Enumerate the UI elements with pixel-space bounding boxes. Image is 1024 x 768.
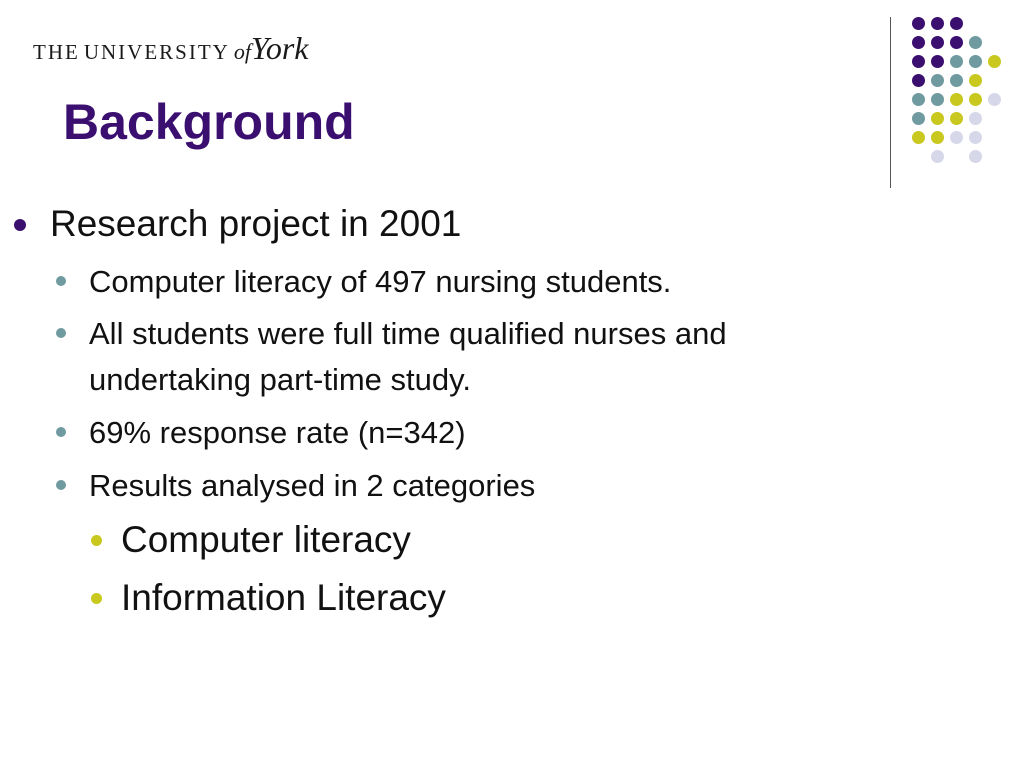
decor-dot — [950, 55, 963, 68]
bullet-text: Research project in 2001 — [50, 203, 462, 244]
decor-dot — [931, 150, 944, 163]
bullet-marker — [56, 427, 66, 437]
bullet-marker — [91, 593, 102, 604]
bullet-text: All students were full time qualified nurses and — [89, 316, 727, 351]
decor-dot — [950, 131, 963, 144]
bullet-continuation — [89, 362, 471, 398]
header-divider — [890, 17, 891, 188]
decor-dot — [988, 93, 1001, 106]
decor-dot — [931, 55, 944, 68]
bullet-item — [121, 519, 411, 561]
decor-dot — [988, 55, 1001, 68]
decor-dot — [912, 17, 925, 30]
decor-dot — [950, 36, 963, 49]
logo-word-of: of — [233, 39, 251, 64]
bullet-marker — [56, 328, 66, 338]
university-logo — [33, 30, 308, 67]
bullet-text: Computer literacy of 497 nursing students. — [89, 264, 672, 299]
decor-dot — [969, 55, 982, 68]
bullet-marker — [91, 535, 102, 546]
bullet-text: 69% response rate (n=342) — [89, 415, 466, 450]
bullet-marker — [56, 276, 66, 286]
logo-word-the: THE — [33, 40, 80, 64]
decor-dot — [931, 131, 944, 144]
bullet-item — [121, 577, 446, 619]
decor-dot — [912, 74, 925, 87]
decor-dot — [912, 131, 925, 144]
decor-dot — [969, 131, 982, 144]
slide-title: Background — [63, 94, 355, 150]
bullet-item — [89, 264, 671, 300]
decor-dot — [931, 112, 944, 125]
bullet-item — [89, 415, 466, 451]
bullet-text: Information Literacy — [121, 577, 446, 618]
decor-dot — [912, 112, 925, 125]
bullet-item — [89, 316, 727, 352]
decor-dot — [969, 93, 982, 106]
bullet-item — [50, 203, 461, 245]
decor-dot — [969, 36, 982, 49]
decor-dot — [950, 74, 963, 87]
decor-dot — [931, 74, 944, 87]
decor-dot — [931, 17, 944, 30]
decor-dot — [950, 17, 963, 30]
decor-dot — [931, 93, 944, 106]
bullet-marker — [56, 480, 66, 490]
bullet-marker — [14, 219, 26, 231]
decor-dot — [969, 74, 982, 87]
decor-dot — [950, 112, 963, 125]
bullet-text: undertaking part-time study. — [89, 362, 471, 397]
logo-word-york: York — [250, 30, 309, 66]
bullet-text: Computer literacy — [121, 519, 411, 560]
decor-dot — [912, 55, 925, 68]
logo-word-university: UNIVERSITY — [83, 40, 230, 64]
decor-dot — [969, 112, 982, 125]
decor-dot — [931, 36, 944, 49]
bullet-text: Results analysed in 2 categories — [89, 468, 536, 503]
decor-dot — [950, 93, 963, 106]
decor-dot — [912, 36, 925, 49]
bullet-item — [89, 468, 535, 504]
decor-dot — [969, 150, 982, 163]
decor-dot — [912, 93, 925, 106]
